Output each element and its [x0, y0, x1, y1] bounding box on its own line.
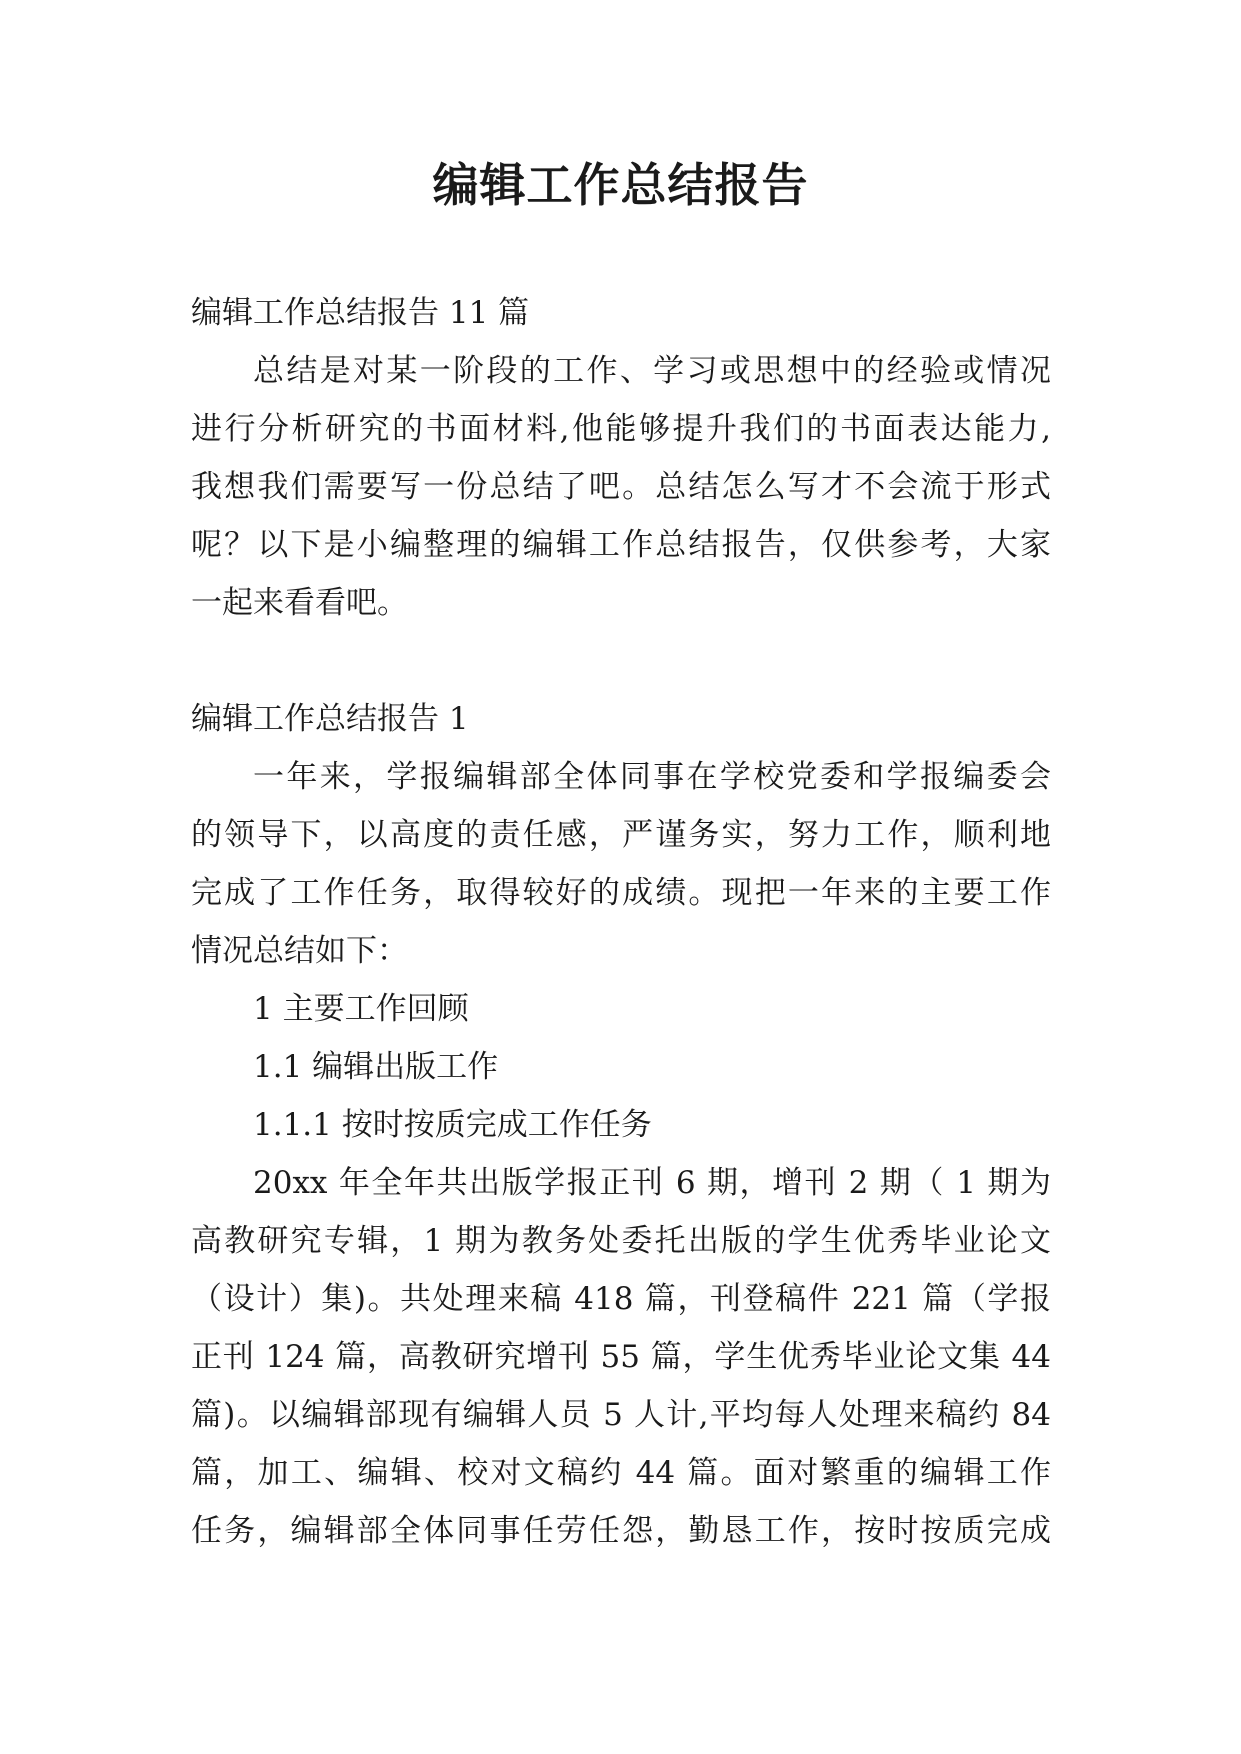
intro-line: 进行分析研究的书面材料,他能够提升我们的书面表达能力,	[191, 411, 1051, 447]
section-line: 一年来，学报编辑部全体同事在学校党委和学报编委会	[253, 759, 1051, 795]
body-line: 正刊 124 篇，高教研究增刊 55 篇，学生优秀毕业论文集 44	[191, 1339, 1051, 1375]
body-line: 20xx 年全年共出版学报正刊 6 期，增刊 2 期（ 1 期为	[253, 1165, 1051, 1201]
section-heading: 编辑工作总结报告 1	[191, 701, 469, 737]
heading-1-1-1: 1.1.1 按时按质完成工作任务	[253, 1107, 652, 1143]
subtitle: 编辑工作总结报告 11 篇	[191, 295, 530, 331]
section-line: 完成了工作任务，取得较好的成绩。现把一年来的主要工作	[191, 875, 1051, 911]
body-line: （设计）集)。共处理来稿 418 篇，刊登稿件 221 篇（学报	[191, 1281, 1051, 1317]
body-line: 高教研究专辑，1 期为教务处委托出版的学生优秀毕业论文	[191, 1223, 1051, 1259]
document-body	[191, 284, 1051, 1560]
intro-line: 呢？以下是小编整理的编辑工作总结报告，仅供参考，大家	[191, 527, 1051, 563]
heading-1: 1 主要工作回顾	[253, 991, 469, 1027]
intro-line: 我想我们需要写一份总结了吧。总结怎么写才不会流于形式	[191, 469, 1051, 505]
body-line: 篇，加工、编辑、校对文稿约 44 篇。面对繁重的编辑工作	[191, 1455, 1051, 1491]
intro-line: 总结是对某一阶段的工作、学习或思想中的经验或情况	[253, 353, 1051, 389]
intro-line: 一起来看看吧。	[191, 585, 408, 621]
body-line: 任务，编辑部全体同事任劳任怨，勤恳工作，按时按质完成	[191, 1513, 1051, 1549]
heading-1-1: 1.1 编辑出版工作	[253, 1049, 499, 1085]
body-line: 篇)。以编辑部现有编辑人员 5 人计,平均每人处理来稿约 84	[191, 1397, 1051, 1433]
section-line: 情况总结如下：	[191, 933, 408, 969]
paragraph-gap	[191, 632, 1051, 690]
document-title: 编辑工作总结报告	[432, 158, 809, 212]
section-line: 的领导下，以高度的责任感，严谨务实，努力工作，顺利地	[191, 817, 1051, 853]
